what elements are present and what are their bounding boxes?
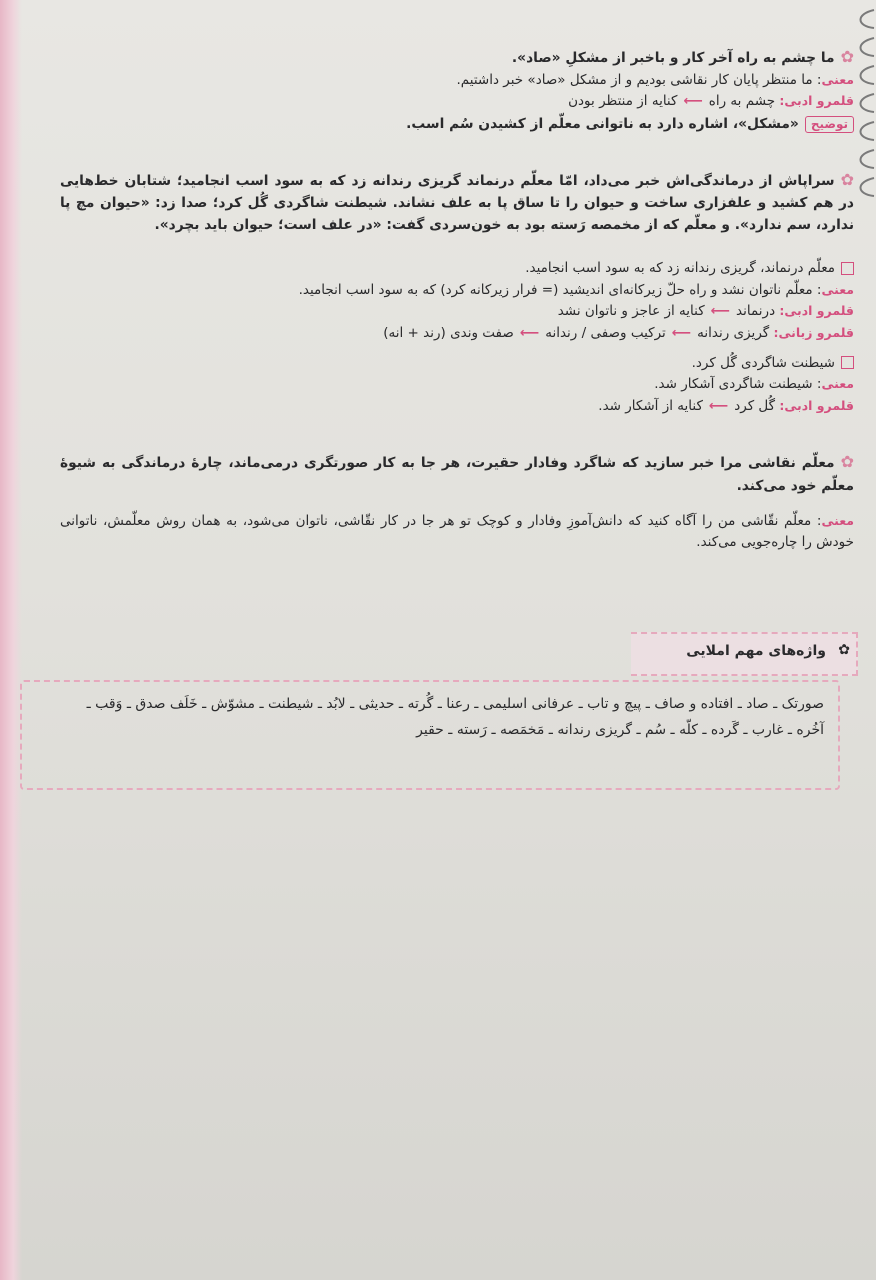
- linguistic-label: قلمرو زبانی:: [773, 324, 854, 340]
- verse-paragraph-2: ✿سراپاش از درماندگی‌اش خبر می‌داد، امّا معلّم درنماند گریزی رندانه زد که به سود اسب انجامید؛ شتابان خط‌هایی در هم کشید و علفزاری ساخت و حیوان را تا ساق پا به علف نشاند. شیطنت شاگردی گُل کرد؛ صدا زد: «حیوان مچ پا ندارد، سم ندارد». و معلّم که از مخمصه رَسته بود به خون‌سردی گفت: «در علف است؛ حیوان باید بچرد».: [60, 167, 854, 237]
- explanation-label: توضیح: [805, 116, 854, 134]
- meaning-line: معنی: معلّم ناتوان نشد و راه حلّ زیرکانه‌ای اندیشید (= فرار زیرکانه کرد) که به سود اسب انجامید.: [298, 281, 854, 298]
- meaning-line: معنی: ما منتظر پایان کار نقاشی بودیم و از مشکل «صاد» خبر داشتیم.: [456, 71, 854, 88]
- sub-item-2: شیطنت شاگردی گُل کرد.: [60, 353, 854, 375]
- linguistic-line: قلمرو زبانی: گریزی رندانه⟵ترکیب وصفی / رندانه⟵صفت وندی (رند + انه): [383, 324, 854, 341]
- sub-item-1: معلّم درنماند، گریزی رندانه زد که به سود اسب انجامید.: [60, 258, 854, 280]
- page-content: [60, 44, 854, 567]
- vocab-box: [20, 680, 840, 790]
- arrow-left-icon: ⟵: [708, 397, 729, 414]
- flower-ornament-icon: ✿: [840, 452, 854, 472]
- verse-heading-1: ✿ما چشم به راه آخر کار و باخبر از مشکلِ «صاد».: [60, 44, 854, 70]
- meaning-label: معنی: [821, 71, 854, 87]
- vocab-title: واژه‌های مهم املایی: [686, 643, 826, 659]
- arrow-left-icon: ⟵: [683, 93, 703, 110]
- checkbox-icon: [841, 262, 854, 275]
- flower-ornament-icon: ✿: [838, 642, 850, 658]
- arrow-left-icon: ⟵: [710, 303, 731, 320]
- arrow-left-icon: ⟵: [519, 324, 540, 341]
- flower-ornament-icon: ✿: [840, 47, 854, 66]
- literary-label: قلمرو ادبی:: [779, 303, 854, 319]
- meaning-label: معنی: [821, 281, 854, 297]
- flower-ornament-icon: ✿: [840, 169, 854, 189]
- meaning-label: معنی: [821, 376, 854, 392]
- meaning-paragraph: معنی: معلّم نقّاشی من را آگاه کنید که دانش‌آموزِ وفادار و کوچک تو هر جا در کار نقّاشی، ناتوان می‌شود، به همان روش معلّمش، ناتوانی خودش را چاره‌جویی می‌کند.: [60, 512, 854, 551]
- literary-line: قلمرو ادبی: چشم به راه⟵کنایه از منتظر بودن: [568, 93, 854, 110]
- literary-line: قلمرو ادبی: درنماند⟵کنایه از عاجز و ناتوان نشد: [557, 303, 854, 320]
- arrow-left-icon: ⟵: [671, 324, 692, 341]
- vocab-section-header: [631, 632, 858, 676]
- literary-label: قلمرو ادبی:: [779, 93, 854, 109]
- page-edge-decoration: [0, 0, 22, 1280]
- meaning-line: معنی: شیطنت شاگردی آشکار شد.: [654, 376, 854, 393]
- vocab-line-2: آخُره ـ غارب ـ گَرده ـ کلّه ـ سُم ـ گریزی رندانه ـ مَخمَصه ـ رَسته ـ حقیر: [416, 721, 824, 738]
- checkbox-icon: [841, 356, 854, 369]
- explanation-line: توضیح«مشکل»، اشاره دارد به ناتوانی معلّم از کشیدن سُم اسب.: [60, 113, 854, 135]
- literary-label: قلمرو ادبی:: [779, 397, 854, 413]
- vocab-line-1: صورتک ـ صاد ـ افتاده و صاف ـ پیچ و تاب ـ عرفانی اسلیمی ـ رعنا ـ گُرته ـ حدیثی ـ لابُد ـ شیطنت ـ مشوّش ـ خَلَف صدق ـ وَقب ـ: [86, 696, 824, 712]
- literary-line: قلمرو ادبی: گُل کرد⟵کنایه از آشکار شد.: [598, 397, 854, 414]
- verse-paragraph-3: ✿معلّم نقاشی مرا خبر سازید که شاگرد وفادار حقیرت، هر جا به کار صورتگری درمی‌ماند، چارهٔ درماندگی به شیوهٔ معلّم خود می‌کند.: [60, 449, 854, 497]
- meaning-label: معنی: [821, 512, 854, 528]
